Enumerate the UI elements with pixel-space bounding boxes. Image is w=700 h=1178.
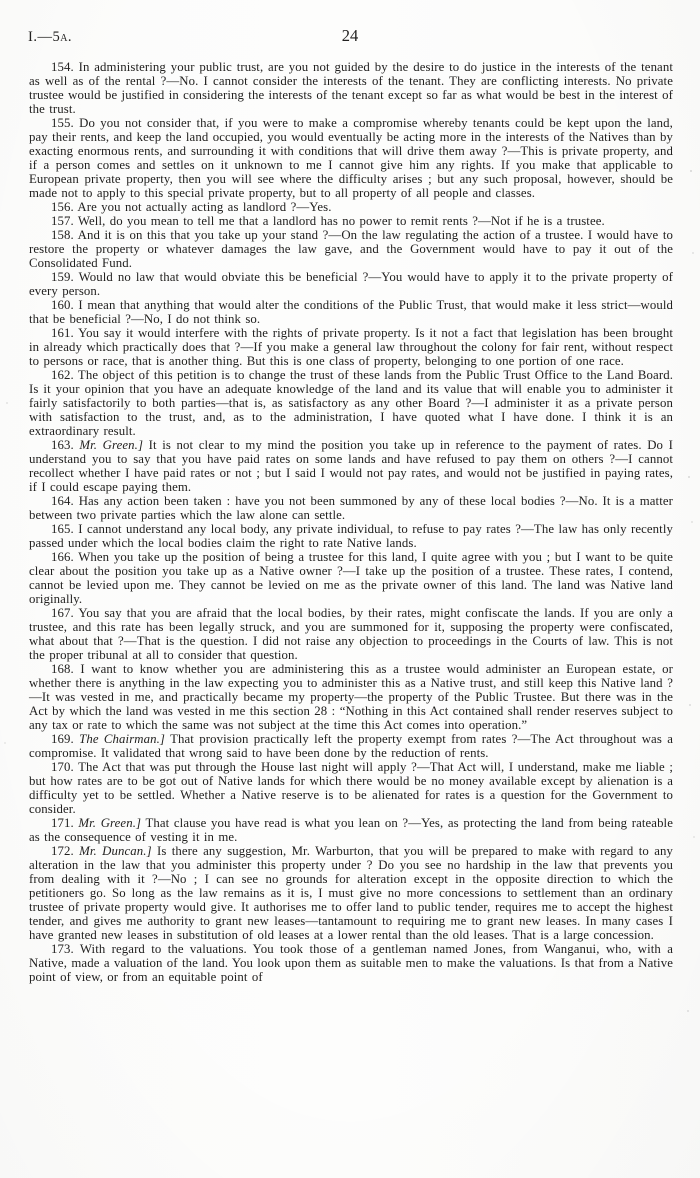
testimony-paragraph [29,438,673,494]
paragraph-text: I want to know whether you are administering this as a trustee would administer an European estate, or whether there is anything in the law expecting you to administer this as a Native trust, and still keep this Native land ?—It was vested in me, and practically became my property—the property of the Public Trustee. But there was in the Act by which the land was vested in me this section 28 : “Nothing in this Act contained shall render reserves subject to any tax or rate to which the same was not subject at the time this Act comes into operation.” [29,662,673,732]
testimony-paragraph [29,606,673,662]
paragraph-number: 165. [51,522,74,536]
speaker-name: Mr. Duncan.] [79,844,152,858]
testimony-paragraph [29,326,673,368]
paragraph-number: 161. [51,326,74,340]
testimony-paragraph [29,942,673,984]
paragraph-text: I mean that anything that would alter the conditions of the Public Trust, that would make it less strict—would that be beneficial ?—No, I do not think so. [29,298,673,326]
scan-artifacts [0,0,2,2]
paragraph-text: Has any action been taken : have you not been summoned by any of these local bodies ?—No. It is a matter between two private parties which the law alone can settle. [29,494,673,522]
paragraph-text: I cannot understand any local body, any private individual, to refuse to pay rates ?—The law has only recently passed under which the local bodies claim the right to rate Native lands. [29,522,673,550]
testimony-paragraph [29,200,673,214]
paragraph-text: Would no law that would obviate this be beneficial ?—You would have to apply it to the private property of every person. [29,270,673,298]
paragraph-text: That provision practically left the property exempt from rates ?—The Act throughout was a compromise. It validated that wrong said to have been done by the reduction of rents. [29,732,673,760]
speaker-name: The Chairman.] [79,732,165,746]
paragraph-number: 172. [51,844,74,858]
document-id: I.—5a. [28,29,73,45]
paragraph-text: With regard to the valuations. You took those of a gentleman named Jones, from Wanganui, who, with a Native, made a valuation of the land. You look upon them as suitable men to make the valuations. Is that from a Native point of view, or from an equitable point of [29,942,673,984]
paragraph-number: 160. [51,298,74,312]
testimony-paragraph [29,214,673,228]
paragraph-text: Do you not consider that, if you were to make a compromise whereby tenants could be kept upon the land, pay their rents, and keep the land occupied, you would eventually be acting more in the interests of the Natives than by exacting enormous rents, and surrounding it with conditions that will drive them away ?—This is private property, and if a person comes and settles on it unknown to me I cannot give him any rights. If you make that applicable to European private property, then you will see where the difficulty arises ; but any such proposal, however, should be made not to apply to this special private property, but to all property of all people and classes. [29,116,673,200]
paragraph-number: 171. [51,816,74,830]
paragraph-text: When you take up the position of being a trustee for this land, I quite agree with you ; but I want to be quite clear about the position you take up as a Native owner ?—I take up the position of a trustee. These rates, I contend, cannot be levied upon me. They cannot be levied on me as the private owner of this land. The land was Native land originally. [29,550,673,606]
paragraph-number: 162. [51,368,74,382]
testimony-paragraph [29,844,673,942]
paragraph-number: 158. [51,228,74,242]
paragraph-number: 173. [51,942,74,956]
paragraph-number: 159. [51,270,74,284]
testimony-paragraph [29,494,673,522]
testimony-paragraph [29,662,673,732]
paragraph-text: You say that you are afraid that the local bodies, by their rates, might confiscate the lands. If you are only a trustee, and this rate has been legally struck, and you are summoned for it, supposing the property were confiscated, what about that ?—That is the question. I did not raise any objection to proceedings in the Courts of law. This is not the proper tribunal at all to consider that question. [29,606,673,662]
paragraph-number: 163. [51,438,74,452]
paragraph-text: It is not clear to my mind the position you take up in reference to the payment of rates. Do I understand you to say that you have paid rates on some lands and have refused to pay them on others ?—I cannot recollect whether I have paid rates or not ; but I said I would not pay rates, and would not be justified in paying rates, if I could escape paying them. [29,438,673,494]
paragraph-number: 168. [51,662,74,676]
page-number: 24 [341,26,359,45]
paragraph-text: Are you not actually acting as landlord ?—Yes. [77,200,332,214]
testimony-paragraph [29,228,673,270]
paragraph-number: 154. [51,60,74,74]
speaker-name: Mr. Green.] [78,816,142,830]
paragraph-text: You say it would interfere with the rights of private property. Is it not a fact that legislation has been brought in already which practically does that ?—If you make a general law throughout the colony for fair rent, without respect to persons or race, that is another thing. But this is one class of property, belonging to one portion of one race. [29,326,673,368]
testimony-paragraph [29,368,673,438]
paragraph-text: The object of this petition is to change the trust of these lands from the Public Trust Office to the Land Board. Is it your opinion that you have an adequate knowledge of the land and its value that will enable you to administer it fairly satisfactorily to both parties—that is, as satisfactory as any other Board ?—I administer it as a private person with satisfaction to the trust, and, as to the administration, I have quoted what I have done. I think it is an extraordinary result. [29,368,673,438]
testimony-paragraph [29,116,673,200]
paragraph-text: Is there any suggestion, Mr. Warburton, that you will be prepared to make with regard to any alteration in the law that you administer this property under ? Do you see no hardship in the law that prevents you from dealing with it ?—No ; I can see no grounds for alteration except in the opposite direction to which the petitioners go. So long as the law remains as it is, I must give no more concessions to settlement than an ordinary trustee of private property would give. It authorises me to offer land to public tender, requires me to accept the highest tender, and gives me authority to grant new leases—tantamount to requiring me to grant new leases. In many cases I have granted new leases in substitution of old leases at a lower rental than the old leases. That is a large concession. [29,844,673,942]
page-header [28,26,672,48]
paragraph-number: 167. [51,606,74,620]
paragraph-number: 155. [51,116,74,130]
paragraph-number: 164. [51,494,74,508]
testimony-paragraph [29,270,673,298]
paragraph-number: 157. [51,214,74,228]
testimony-paragraph [29,298,673,326]
testimony-paragraph [29,760,673,816]
paragraph-text: In administering your public trust, are you not guided by the desire to do justice in the interests of the tenant as well as of the rental ?—No. I cannot consider the interests of the tenant. They are conflicting interests. No private trustee would be justified in considering the interests of the tenant except so far as what would be best in the interest of the trust. [29,60,673,116]
paragraph-text: Well, do you mean to tell me that a landlord has no power to remit rents ?—Not if he is a trustee. [77,214,605,228]
testimony-paragraph [29,816,673,844]
paragraph-number: 156. [51,200,74,214]
paragraph-text: The Act that was put through the House last night will apply ?—That Act will, I understand, make me liable ; but how rates are to be got out of Native lands for which there would be no money available except by alienation is a difficulty yet to be settled. Whether a Native reserve is to be alienated for rates is a question for the Government to consider. [29,760,673,816]
testimony-paragraph [29,60,673,116]
paragraph-number: 170. [51,760,74,774]
speaker-name: Mr. Green.] [79,438,144,452]
paragraph-number: 166. [51,550,74,564]
testimony-paragraph [29,732,673,760]
paragraph-text: That clause you have read is what you lean on ?—Yes, as protecting the land from being rateable as the consequence of vesting it in me. [29,816,673,844]
testimony-body [29,60,673,984]
testimony-paragraph [29,522,673,550]
paragraph-number: 169. [51,732,74,746]
testimony-paragraph [29,550,673,606]
paragraph-text: And it is on this that you take up your stand ?—On the law regulating the action of a trustee. I would have to restore the property or whatever damages the law gave, and the Government would have to pay it out of the Consolidated Fund. [29,228,673,270]
